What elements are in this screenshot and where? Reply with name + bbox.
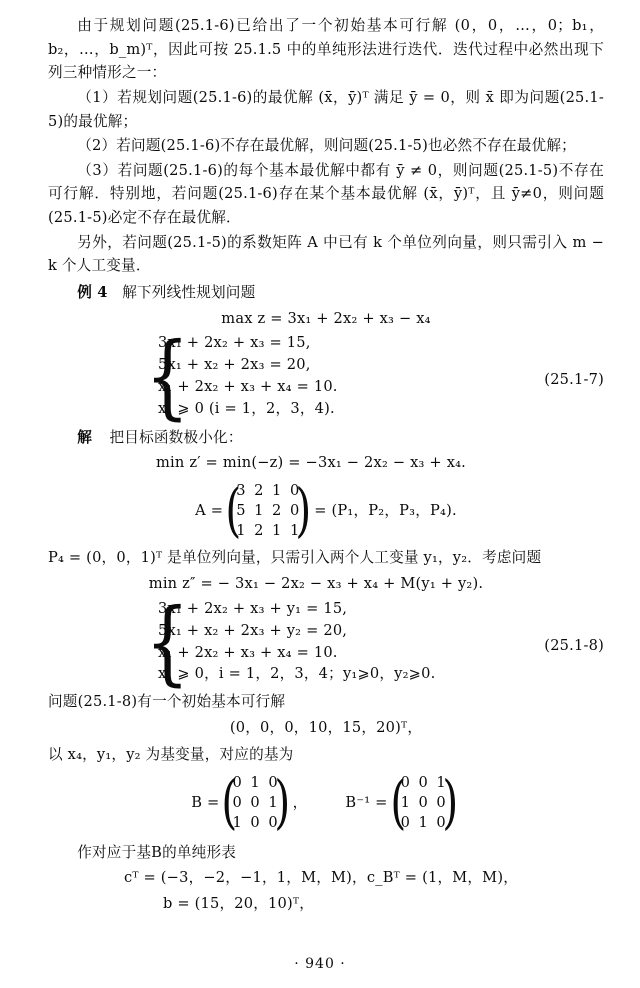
constraint-line: 5x₁ + x₂ + 2x₃ + y₂ = 20, [158, 621, 348, 639]
matrix-Binv-label: B⁻¹ = [345, 793, 388, 811]
paragraph-case-3: （3）若问题(25.1-6)的每个基本最优解中都有 ȳ ≠ 0，则问题(25.1-5)不存在可行解．特别地，若问题(25.1-6)存在某个基本最优解 (x̄，ȳ)ᵀ，且 ȳ≠0，则问题(25.1-5)必定不存在最优解． [48, 161, 604, 227]
example-title: 解下列线性规划问题 [122, 284, 256, 302]
basis-matrices-block [48, 767, 604, 836]
constraint-line: x₁ ⩾ 0 (i = 1，2，3，4). [158, 400, 335, 417]
constraint-line: 3x₁ + 2x₂ + x₃ = 15, [158, 334, 311, 352]
matrix-separator: ， [292, 793, 308, 811]
constraint-line: x₁ + 2x₂ + x₃ + x₄ = 10. [158, 643, 338, 661]
paragraph-note: 另外，若问题(25.1-5)的系数矩阵 A 中已有 k 个单位列向量，则只需引入 m − k 个人工变量． [48, 233, 604, 275]
cost-vector-line: cᵀ = (−3，−2，−1，1，M，M)，c_Bᵀ = (1，M，M)， [123, 869, 519, 887]
left-paren-glyph: ( [225, 475, 242, 544]
left-paren-glyph: ( [390, 767, 406, 836]
matrix-A-block [48, 475, 604, 544]
right-paren-glyph: ) [442, 767, 459, 836]
tableau-intro: 作对应于基B的单纯形表 [77, 843, 237, 861]
constraint-line: 3x₁ + 2x₂ + x₃ + y₁ = 15, [158, 599, 348, 617]
min-z2-line: min z″ = − 3x₁ − 2x₂ − x₃ + x₄ + M(y₁ + y₂). [148, 575, 484, 593]
solution-label: 解 [77, 428, 92, 446]
paragraph-case-1: （1）若规划问题(25.1-6)的最优解 (x̄，ȳ)ᵀ 满足 ȳ = 0，则 x̄ 即为问题(25.1-5)的最优解； [48, 88, 604, 130]
solution-intro: 把目标函数极小化： [109, 428, 243, 446]
matrix-B-inverse [388, 767, 461, 836]
paragraph-intro: 由于规划问题(25.1-6)已给出了一个初始基本可行解 (0，0，…，0；b₁，b₂，…，b_m)ᵀ，因此可按 25.1.5 中的单纯形法进行迭代．迭代过程中必然出现下列三种情形之一： [48, 17, 604, 82]
constraint-line: 5x₁ + x₂ + 2x₃ = 20, [158, 356, 311, 374]
matrix-B-label: B = [191, 793, 220, 811]
matrix-row: 1 0 0 [400, 793, 448, 811]
matrix-row: 0 1 0 [400, 813, 448, 831]
matrix-row: 1 2 1 1 [236, 521, 302, 539]
feasible-vector: (0，0，0，10，15，20)ᵀ， [229, 718, 423, 736]
feasible-intro: 问题(25.1-8)有一个初始基本可行解 [48, 693, 286, 711]
matrix-row: 0 0 1 [232, 793, 280, 811]
example-objective: max z = 3x₁ + 2x₂ + x₃ − x₄ [221, 309, 431, 327]
matrix-row: 3 2 1 0 [236, 481, 302, 499]
matrix-A-label: A = [195, 501, 224, 519]
right-paren-glyph: ) [274, 767, 291, 836]
left-brace-glyph: { [145, 322, 190, 430]
example-heading [48, 281, 604, 305]
solution-heading [48, 426, 604, 450]
matrix-A-tail: = (P₁，P₂，P₃，P₄). [314, 501, 457, 519]
solution-constraint-system [138, 588, 436, 696]
example-label: 例 4 [77, 284, 108, 302]
example-system-row [48, 322, 604, 430]
matrix-row: 0 1 0 [232, 773, 280, 791]
paragraph-case-2: （2）若问题(25.1-6)不存在最优解，则问题(25.1-5)也必然不存在最优解； [77, 137, 576, 155]
basis-intro: 以 x₄，y₁，y₂ 为基变量，对应的基为 [48, 746, 294, 764]
matrix-row: 5 1 2 0 [236, 501, 302, 519]
page-number: · 940 · [294, 956, 346, 972]
matrix-row: 0 0 1 [400, 773, 448, 791]
equation-number: (25.1-7) [544, 371, 604, 389]
matrix-B [219, 767, 292, 836]
left-paren-glyph: ( [221, 767, 238, 836]
equation-number: (25.1-8) [544, 636, 604, 654]
example-constraint-system [138, 322, 338, 430]
matrix-A [223, 475, 314, 544]
b-vector-line: b = (15，20，10)ᵀ， [162, 894, 315, 912]
page-body [48, 14, 604, 917]
constraint-line: x₁ ⩾ 0，i = 1，2，3，4；y₁⩾0，y₂⩾0. [158, 665, 436, 683]
solution-system-row [48, 588, 604, 696]
left-brace-glyph: { [145, 588, 190, 696]
right-paren-glyph: ) [295, 475, 312, 544]
solution-min-line: min z′ = min(−z) = −3x₁ − 2x₂ − x₃ + x₄. [155, 454, 467, 472]
p4-note: P₄ = (0，0，1)ᵀ 是单位列向量，只需引入两个人工变量 y₁，y₂．考虑问题 [48, 549, 542, 567]
matrix-row: 1 0 0 [232, 813, 280, 831]
constraint-line: x₁ + 2x₂ + x₃ + x₄ = 10. [158, 378, 338, 396]
